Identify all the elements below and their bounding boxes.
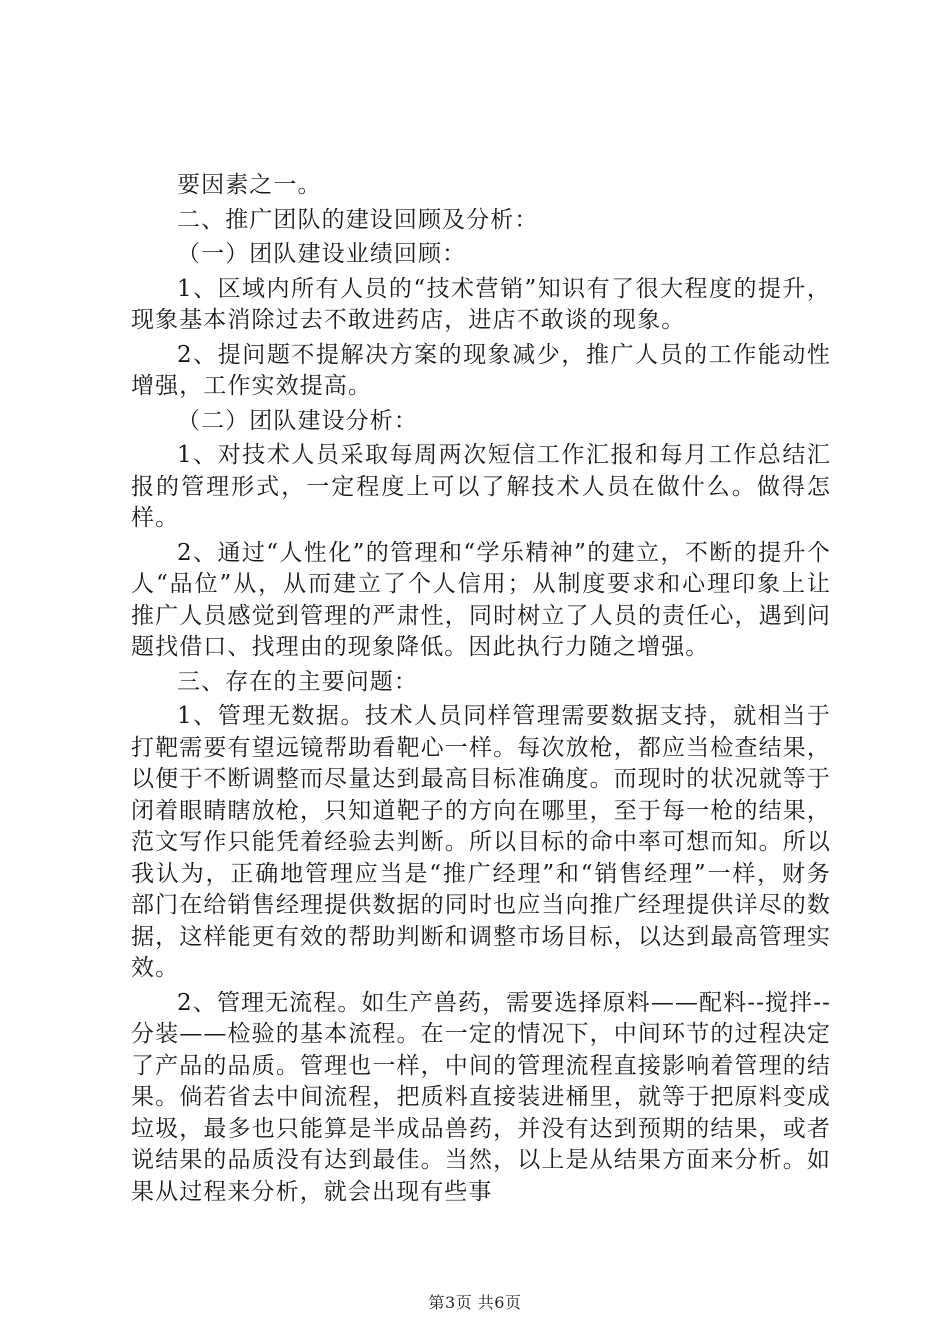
paragraph-2-2-item-1: 1、对技术人员采取每周两次短信工作汇报和每月工作总结汇报的管理形式，一定程度上可以了解技术人员在做什么。做得怎样。 (131, 442, 831, 531)
paragraph-3-item-2: 2、管理无流程。如生产兽药，需要选择原料——配料--搅拌--分装——检验的基本流程。在一定的情况下，中间环节的过程决定了产品的品质。管理也一样，中间的管理流程直接影响着管理的结果。倘若省去中间流程，把质料直接装进桶里，就等于把原料变成垃圾，最多也只能算是半成品兽药，并没有达到预期的结果，或者说结果的品质没有达到最佳。当然，以上是从结果方面来分析。如果从过程来分析，就会出现有些事 (131, 989, 831, 1205)
paragraph-3-item-1: 1、管理无数据。技术人员同样管理需要数据支持，就相当于打靶需要有望远镜帮助看靶心一样。每次放枪，都应当检查结果，以便于不断调整而尽量达到最高目标准确度。而现时的状况就等于闭着眼睛瞎放枪，只知道靶子的方向在哪里，至于每一枪的结果，范文写作只能凭着经验去判断。所以目标的命中率可想而知。所以我认为，正确地管理应当是“推广经理”和“销售经理”一样，财务部门在给销售经理提供数据的同时也应当向推广经理提供详尽的数据，这样能更有效的帮助判断和调整市场目标，以达到最高管理实效。 (131, 703, 831, 981)
section-heading-3: 三、存在的主要问题： (177, 668, 418, 695)
paragraph-continuation: 要因素之一。 (177, 172, 322, 198)
paragraph-2-1-item-2: 2、提问题不提解决方案的现象减少，推广人员的工作能动性增强，工作实效提高。 (131, 341, 831, 399)
subsection-heading-2-2: （二）团队建设分析： (177, 407, 418, 434)
paragraph-2-1-item-1: 1、区域内所有人员的“技术营销”知识有了很大程度的提升，现象基本消除过去不敢进药店，进店不敢谈的现象。 (131, 275, 831, 333)
subsection-heading-2-1: （一）团队建设业绩回顾： (177, 241, 467, 267)
document-body (131, 170, 831, 1208)
paragraph-2-2-item-2: 2、通过“人性化”的管理和“学乐精神”的建立，不断的提升个人“品位”从，从而建立了个人信用；从制度要求和心理印象上让推广人员感觉到管理的严肃性，同时树立了人员的责任心，遇到问题找借口、找理由的现象降低。因此执行力随之增强。 (131, 539, 831, 660)
section-heading-2: 二、推广团队的建设回顾及分析： (177, 206, 539, 233)
page-number-footer: 第3页 共6页 (428, 1293, 522, 1312)
